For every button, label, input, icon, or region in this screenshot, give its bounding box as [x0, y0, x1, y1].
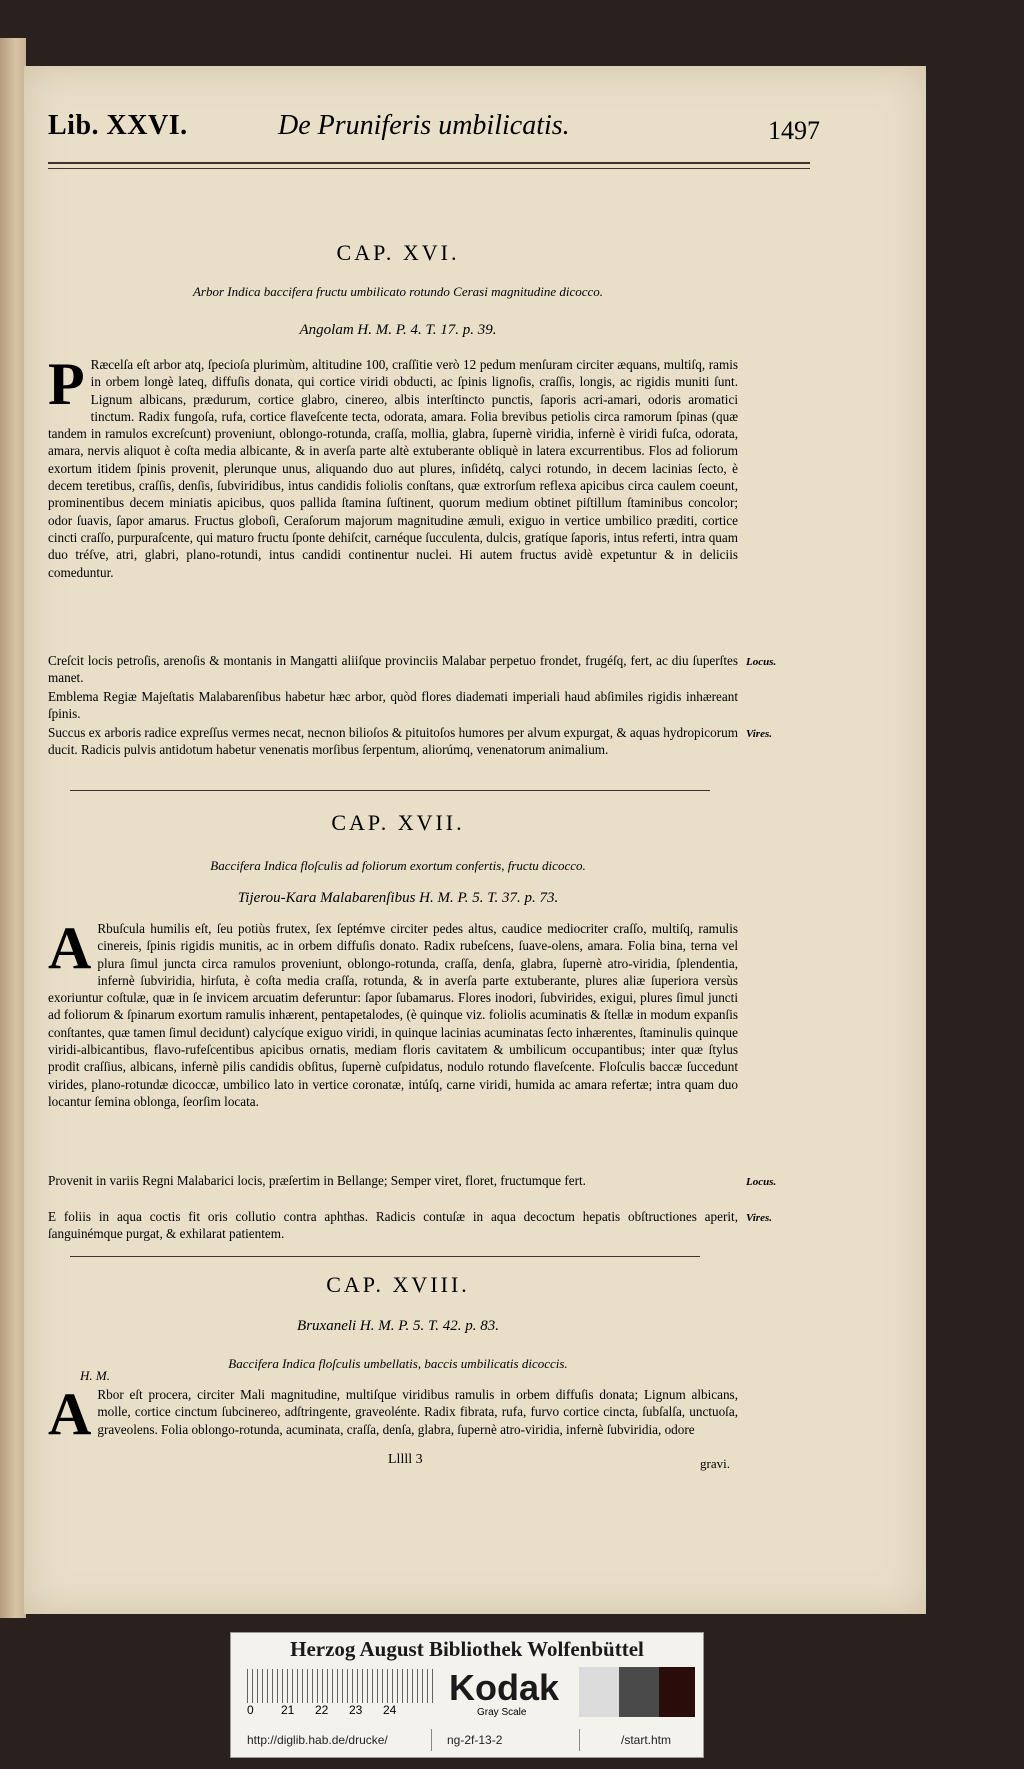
section-divider: [70, 790, 710, 791]
paragraph-vires: Succus ex arboris radice expreſſus vermes necat, necnon bilioſos & pituitoſos humores per alvum expurgat, & aquas hydropicorum ducit. Radicis pulvis antidotum habetur venenatis morſibus ſerpentum, aliorúmq, venenatorum animalium.: [48, 725, 738, 758]
chapter-heading: CAP. XVII.: [331, 810, 465, 835]
chapter-18-header: [48, 1268, 748, 1388]
paragraph-locus: Creſcit locis petroſis, arenoſis & montanis in Mangatti aliiſque provinciis Malabar perpetuo frondet, frugéſq, fert, ac diu ſuperſtes manet.: [48, 653, 738, 686]
scale-ruler: [247, 1669, 437, 1703]
margin-note-locus: Locus.: [746, 1176, 777, 1188]
head-rule-bottom: [48, 168, 810, 169]
chapter-subtitle: Arbor Indica baccifera fructu umbilicato rotundo Cerasi magnitudine dicocco.: [192, 284, 604, 299]
chapter-subtitle: Baccifera Indica floſculis ad foliorum exortum confertis, fructu dicocco.: [210, 858, 586, 873]
paragraph-text: Rbuſcula humilis eſt, ſeu potiùs frutex, ſex ſeptémve circiter pedes altus, caudice mediocriter craſſo, multiſq, ramulis cinereis, ſpinis rigidis munitis, ac in orbem diffuſis donato. Radix rubeſcens, ſuave-olens, amara. Folia bina, terna vel plura ſimul juncta circa ramulos proveniunt, oblongo-rotunda, craſſa, denſa, glabra, ſupernè atro-viridia, ſplendentia, infernè ſubviridia, hirſuta, è coſta media craſſa, rotunda, & in averſa parte extuberante, plures aliæ ſuperiora versùs exoriuntur coſtulæ, quæ in ſe invicem arcuatim deferuntur: ſapor ſubamarus. Flores inodori, ſubvirides, exigui, plures ſimul juncti ad foliorum & ſpinarum exortum ramulis inhærent, pentapetalodes, (è quinque viz. foliolis acuminatis & ſtellæ in modum expanſis conſtantes, quæ tamen ſimul decidunt) calycíque exiguo viridi, in quinque lacinias acuminatas ſecto inhærentes, ſtaminulis quinque viridi-albicantibus, flavo-rufeſcentibus apicibus ornatis, mediam floris cavitatem & umbilicum occupantibus; inter quæ ſtylus prodit craſſius, albicans, infernè pilis candidis obſitus, ſupernè cuſpidatus, nodulo rotundo flaveſcente. Floſculis baccæ ſuccedunt virides, plano-rotundæ dicoccæ, umbilico lato in vertice coronatæ, intúſq, carne viridi, humida ac amara refertæ; intra quam duo locantur ſemina oblonga, ſeorſim locata.: [48, 921, 738, 1109]
chapter-subtitle: Baccifera Indica floſculis umbellatis, baccis umbilicatis dicoccis.: [228, 1356, 568, 1371]
chapter-16-header: [48, 240, 748, 370]
chapter-heading: CAP. XVI.: [336, 240, 460, 265]
url-base: http://diglib.hab.de/drucke/: [247, 1733, 388, 1747]
paragraph-vires: E foliis in aqua coctis fit oris collutio contra aphthas. Radicis contuſæ in aqua decoctum hepatis obſtructiones aperit, ſanguinémque purgat, & exhilarat patientem.: [48, 1209, 738, 1242]
running-title: De Pruniferis umbilicatis.: [278, 110, 570, 141]
catchword: gravi.: [700, 1456, 730, 1471]
url-separator: [431, 1729, 432, 1751]
library-stamp: [230, 1632, 704, 1758]
chapter-synonym: Tijerou-Kara Malabarenſibus H. M. P. 5. T. 37. p. 73.: [237, 890, 559, 906]
url-separator: [579, 1729, 580, 1751]
drop-cap: A: [48, 1381, 92, 1447]
margin-note-vires: Vires.: [746, 1212, 772, 1224]
ruler-number: 23: [349, 1703, 363, 1717]
url-id: ng-2f-13-2: [447, 1733, 503, 1747]
chapter-17-header: [48, 806, 748, 916]
chapter-17-description: [48, 915, 738, 1110]
gray-swatch-black: [659, 1667, 695, 1717]
ruler-number: 22: [315, 1703, 329, 1717]
gray-scale-label: Gray Scale: [477, 1707, 527, 1718]
page-number: 1497: [768, 116, 820, 145]
kodak-logo: Kodak: [449, 1667, 560, 1708]
chapter-synonym: Bruxaneli H. M. P. 5. T. 42. p. 83.: [297, 1318, 499, 1334]
book-number: Lib. XXVI.: [48, 110, 188, 141]
chapter-heading: CAP. XVIII.: [326, 1272, 470, 1297]
ruler-number: 0: [247, 1703, 254, 1717]
chapter-16-description: [48, 351, 738, 581]
margin-note-vires: Vires.: [746, 728, 772, 740]
paragraph-emblem: Emblema Regiæ Majeſtatis Malabarenſibus habetur hæc arbor, quòd flores diademati imperiali haud abſimiles rigidis inhæreant ſpinis.: [48, 689, 738, 722]
margin-note-locus: Locus.: [746, 656, 777, 668]
running-head: [48, 110, 818, 160]
ruler-number: 24: [383, 1703, 397, 1717]
head-rule-top: [48, 162, 810, 164]
paragraph-text: Ræcelſa eſt arbor atq, ſpecioſa plurimùm, altitudine 100, craſſitie verò 12 pedum menſuram circiter æquans, multiſq, ramis in orbem longè lateq, diffuſis donata, qui cortice viridi obducti, ac ſpinis lignoſis, craſſis, longis, ac rigidis muniti ſunt. Lignum albicans, prædurum, cortice glabro, cinereo, albis interſtincto punctis, ſaporis acri-amari, odoris aromatici tinctum. Radix fungoſa, rufa, cortice flaveſcente tecta, odorata, amara. Folia brevibus petiolis circa ramorum ſpinas (quæ tandem in ramulos excreſcunt) proveniunt, oblongo-rotunda, craſſa, mollia, glabra, ſupernè viridia, infernè è viridi fuſca, odorata, amara, nervis aliquot è coſta media albicante, & in averſa parte altè extuberante obliquè in latera excurrentibus. Flos ad foliorum exortum itidem ſpinis provenit, plerunque unus, aliquando duo aut plures, inſidétq, calyci rotundo, in decem lacinias ſecto, è decem teretibus, craſſis, denſis, ſubviridibus, intus candidis foliolis conſtans, quæ extrorſum reflexa apicibus circa caulem coeunt, prominentibus decem miniatis apicibus, quos pallida ſtamina ſuſtinent, quorum medium obtinet piſtillum ſtaminibus concolor; odor ſuavis, ſapor amarus. Fructus globoſi, Ceraſorum majorum magnitudine æmuli, exiguo in vertice umbilico præditi, cortice cincti craſſo, purpuraſcente, qui maturo fructu ſponte dehiſcit, carnéque ſucculenta, dulcis, gratíque ſaporis, intus referti, intra quam duo tréſve, atri, glabri, plano-rotundi, intus candidi continentur nuclei. Hi autem fructus avidè expetuntur & in deliciis comeduntur.: [48, 357, 738, 580]
section-divider: [70, 1256, 700, 1257]
gray-swatch-dark: [619, 1667, 659, 1717]
signature-mark: Lllll 3: [388, 1452, 423, 1467]
drop-cap: A: [48, 915, 92, 981]
hm-reference: H. M.: [80, 1368, 110, 1383]
ruler-numbers: [247, 1703, 447, 1717]
url-start: /start.htm: [621, 1733, 672, 1747]
paragraph-text: Rbor eſt procera, circiter Mali magnitudine, multiſque viridibus ramulis in orbem diffuſis donata; Lignum albicans, molle, cortice cinctum ſubcinereo, adſtringente, graveolénte. Radix fibrata, rufa, furvo cortice cincta, ſubſalſa, unctuoſa, graveolens. Folia oblongo-rotunda, acuminata, craſſa, denſa, glabra, ſupernè atro-viridia, infernè ſubviridia, odore: [97, 1387, 738, 1437]
library-name: Herzog August Bibliothek Wolfenbüttel: [290, 1637, 644, 1661]
drop-cap: P: [48, 351, 85, 417]
gray-swatch-light: [579, 1667, 619, 1717]
paragraph-locus: Provenit in variis Regni Malabarici locis, præſertim in Bellange; Semper viret, floret, fructumque fert.: [48, 1173, 586, 1188]
chapter-synonym: Angolam H. M. P. 4. T. 17. p. 39.: [299, 322, 497, 338]
left-page-edge: [0, 38, 26, 1618]
ruler-number: 21: [281, 1703, 295, 1717]
chapter-18-description: [48, 1381, 738, 1447]
